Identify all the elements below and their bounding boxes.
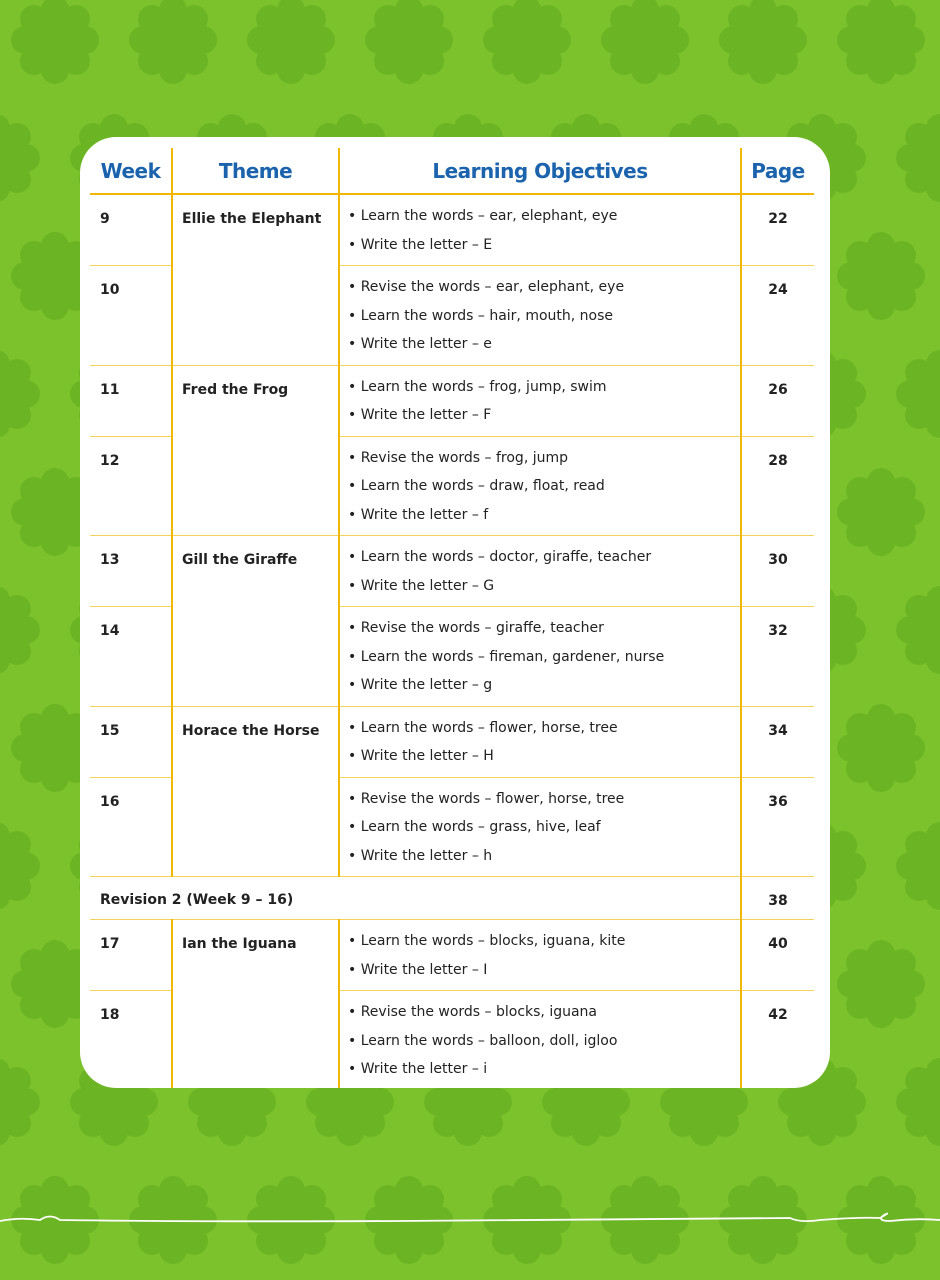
- objective-item: • Write the letter – g: [348, 677, 493, 693]
- flower-shape: [0, 822, 40, 910]
- flower-shape: [365, 0, 453, 84]
- objective-item: • Learn the words – flower, horse, tree: [348, 719, 618, 736]
- revision-label: Revision 2 (Week 9 – 16): [90, 877, 741, 920]
- page-number: 30: [741, 536, 814, 607]
- objective-item: • Write the letter – I: [348, 961, 488, 978]
- objective-item: • Write the letter – G: [348, 577, 495, 594]
- objective-item: • Learn the words – grass, hive, leaf: [348, 819, 601, 835]
- page-header: Page: [741, 148, 814, 194]
- flower-shape: [837, 940, 925, 1028]
- flower-shape: [11, 0, 99, 84]
- objective-item: • Learn the words – ear, elephant, eye: [348, 208, 618, 224]
- week-number: 11: [90, 365, 172, 436]
- week-number: 10: [90, 266, 172, 366]
- contents-table: [90, 148, 814, 1088]
- objectives-header: Learning Objectives: [339, 148, 741, 194]
- flower-shape: [837, 704, 925, 792]
- objective-item: • Revise the words – ear, elephant, eye: [348, 279, 625, 295]
- page-number: 36: [741, 777, 814, 877]
- objectives-cell: [339, 920, 741, 991]
- objectives-cell: [339, 706, 741, 777]
- objective-item: • Learn the words – frog, jump, swim: [348, 378, 607, 395]
- theme-name: Horace the Horse: [172, 706, 339, 877]
- header-row: [90, 148, 814, 194]
- page-number: 38: [741, 877, 814, 920]
- week-number: 14: [90, 607, 172, 707]
- flower-shape: [0, 114, 40, 202]
- page-number: 28: [741, 436, 814, 536]
- contents-card: [80, 137, 830, 1088]
- flower-shape: [0, 586, 40, 674]
- page-number: 22: [741, 194, 814, 266]
- objectives-cell: [339, 194, 741, 266]
- flower-shape: [896, 350, 940, 438]
- objective-item: • Learn the words – draw, float, read: [348, 478, 605, 494]
- objective-item: • Learn the words – blocks, iguana, kite: [348, 933, 626, 949]
- flower-shape: [896, 822, 940, 910]
- objectives-cell: [339, 266, 741, 366]
- objective-item: • Revise the words – giraffe, teacher: [348, 620, 604, 636]
- table-row: [90, 706, 814, 777]
- objective-item: • Write the letter – i: [348, 1061, 488, 1077]
- table-row: [90, 536, 814, 607]
- page-number: 42: [741, 991, 814, 1089]
- table-row: [90, 365, 814, 436]
- theme-name: Ian the Iguana: [172, 920, 339, 1089]
- flower-shape: [0, 1058, 40, 1146]
- objective-item: • Write the letter – H: [348, 748, 494, 764]
- objectives-cell: [339, 991, 741, 1089]
- flower-shape: [129, 0, 217, 84]
- table-row: [90, 920, 814, 991]
- week-number: 17: [90, 920, 172, 991]
- objectives-cell: [339, 536, 741, 607]
- flower-shape: [837, 0, 925, 84]
- objective-item: • Learn the words – doctor, giraffe, teacher: [348, 549, 652, 565]
- page-number: 34: [741, 706, 814, 777]
- objectives-cell: [339, 436, 741, 536]
- week-number: 13: [90, 536, 172, 607]
- objective-item: • Write the letter – E: [348, 236, 493, 253]
- flower-shape: [896, 114, 940, 202]
- flower-shape: [719, 0, 807, 84]
- flower-shape: [247, 0, 335, 84]
- objective-item: • Write the letter – h: [348, 847, 493, 864]
- objective-item: • Learn the words – hair, mouth, nose: [348, 307, 614, 324]
- table-row: [90, 194, 814, 266]
- objective-item: • Write the letter – F: [348, 407, 492, 423]
- objectives-cell: [339, 365, 741, 436]
- page-number: 26: [741, 365, 814, 436]
- flower-shape: [601, 0, 689, 84]
- objective-item: • Revise the words – flower, horse, tree: [348, 790, 625, 807]
- flower-shape: [837, 232, 925, 320]
- flower-shape: [483, 0, 571, 84]
- flower-shape: [837, 468, 925, 556]
- objectives-cell: [339, 607, 741, 707]
- objective-item: • Revise the words – frog, jump: [348, 449, 569, 466]
- week-number: 18: [90, 991, 172, 1089]
- objective-item: • Write the letter – e: [348, 336, 492, 352]
- week-number: 9: [90, 194, 172, 266]
- flower-shape: [0, 350, 40, 438]
- objective-item: • Write the letter – f: [348, 506, 489, 523]
- objective-item: • Revise the words – blocks, iguana: [348, 1004, 598, 1020]
- theme-header: Theme: [172, 148, 339, 194]
- revision-row: [90, 877, 814, 920]
- week-header: Week: [90, 148, 172, 194]
- objectives-cell: [339, 777, 741, 877]
- theme-name: Gill the Giraffe: [172, 536, 339, 707]
- week-number: 16: [90, 777, 172, 877]
- page-number: 40: [741, 920, 814, 991]
- flower-shape: [896, 1058, 940, 1146]
- page-number: 24: [741, 266, 814, 366]
- flower-shape: [896, 586, 940, 674]
- page-number: 32: [741, 607, 814, 707]
- week-number: 15: [90, 706, 172, 777]
- theme-name: Fred the Frog: [172, 365, 339, 536]
- objective-item: • Learn the words – fireman, gardener, nurse: [348, 648, 665, 665]
- objective-item: • Learn the words – balloon, doll, igloo: [348, 1032, 618, 1049]
- theme-name: Ellie the Elephant: [172, 194, 339, 365]
- week-number: 12: [90, 436, 172, 536]
- squiggle-line: [0, 1205, 940, 1235]
